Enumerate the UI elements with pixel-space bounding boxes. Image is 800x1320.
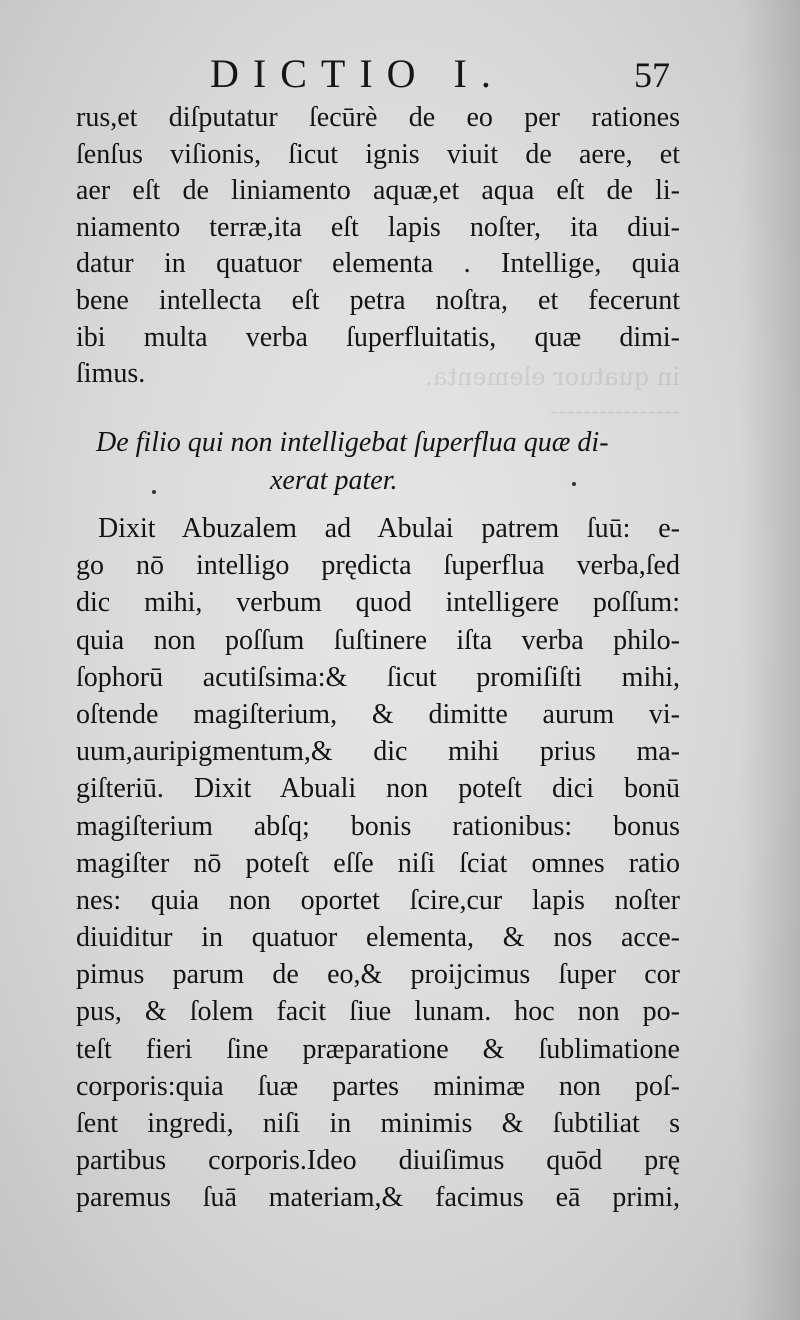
page-number: 57 <box>634 55 670 95</box>
paragraph-1 <box>76 100 680 393</box>
text-line: ſenſus viſionis, ſicut ignis viuit de aere, et <box>76 138 680 170</box>
text-line: corporis:quia ſuæ partes minimæ non poſ- <box>76 1070 680 1102</box>
text-line: nes: quia non oportet ſcire,cur lapis noſter <box>76 884 680 916</box>
text-line: ſophorū acutiſsima:& ſicut promiſiſti mihi, <box>76 661 680 693</box>
page-edge-shadow <box>740 0 800 1320</box>
text-line: diuiditur in quatuor elementa, & nos acce- <box>76 922 680 954</box>
text-line: oſtende magiſterium, & dimitte aurum vi- <box>76 698 680 730</box>
text-line: aer eſt de liniamento aquæ,et aqua eſt de li- <box>76 175 680 207</box>
show-through-text: in quatuor elementa. ---------------- <box>425 363 680 425</box>
text-line: partibus corporis.Ideo diuiſimus quōd prę <box>76 1145 680 1177</box>
text-line: paremus ſuā materiam,& facimus eā primi, <box>76 1182 680 1214</box>
page-header <box>0 50 800 100</box>
text-line: ſimus. <box>76 358 146 390</box>
text-line: ibi multa verba ſuperfluitatis, quæ dimi- <box>76 321 680 353</box>
text-line: teſt fieri ſine præparatione & ſublimatione <box>76 1033 680 1065</box>
text-line: bene intellecta eſt petra noſtra, et fecerunt <box>76 284 680 316</box>
text-line: dic mihi, verbum quod intelligere poſſum: <box>76 587 680 619</box>
text-line: giſteriū. Dixit Abuali non poteſt dici bonū <box>76 773 680 805</box>
paragraph-2 <box>76 510 680 1217</box>
text-line: go nō intelligo prędicta ſuperflua verba,ſed <box>76 550 680 582</box>
ink-speck <box>572 482 576 486</box>
text-line: datur in quatuor elementa . Intellige, quia <box>76 248 680 280</box>
text-line: ſent ingredi, niſi in minimis & ſubtiliat s <box>76 1108 680 1139</box>
text-line: quia non poſſum ſuſtinere iſta verba philo- <box>76 624 680 656</box>
text-line: rus,et diſputatur ſecūrè de eo per rationes <box>76 102 680 133</box>
heading-line-1: De filio qui non intelligebat ſuperflua quæ di- <box>96 427 609 458</box>
running-head: DICTIO I. <box>210 51 505 96</box>
text-line: pimus parum de eo,& proijcimus ſuper cor <box>76 959 680 991</box>
section-heading <box>76 424 680 500</box>
text-line: magiſterium abſq; bonis rationibus: bonus <box>76 810 680 842</box>
text-line: uum,auripigmentum,& dic mihi prius ma- <box>76 736 680 768</box>
ink-speck <box>152 490 156 494</box>
heading-line-2: xerat pater. <box>270 465 398 496</box>
text-line: Dixit Abuzalem ad Abulai patrem ſuū: e- <box>98 513 680 544</box>
text-line: niamento terræ,ita eſt lapis noſter, ita diui- <box>76 211 680 243</box>
text-line: magiſter nō poteſt eſſe niſi ſciat omnes ratio <box>76 847 680 879</box>
text-line: pus, & ſolem facit ſiue lunam. hoc non po- <box>76 996 680 1028</box>
